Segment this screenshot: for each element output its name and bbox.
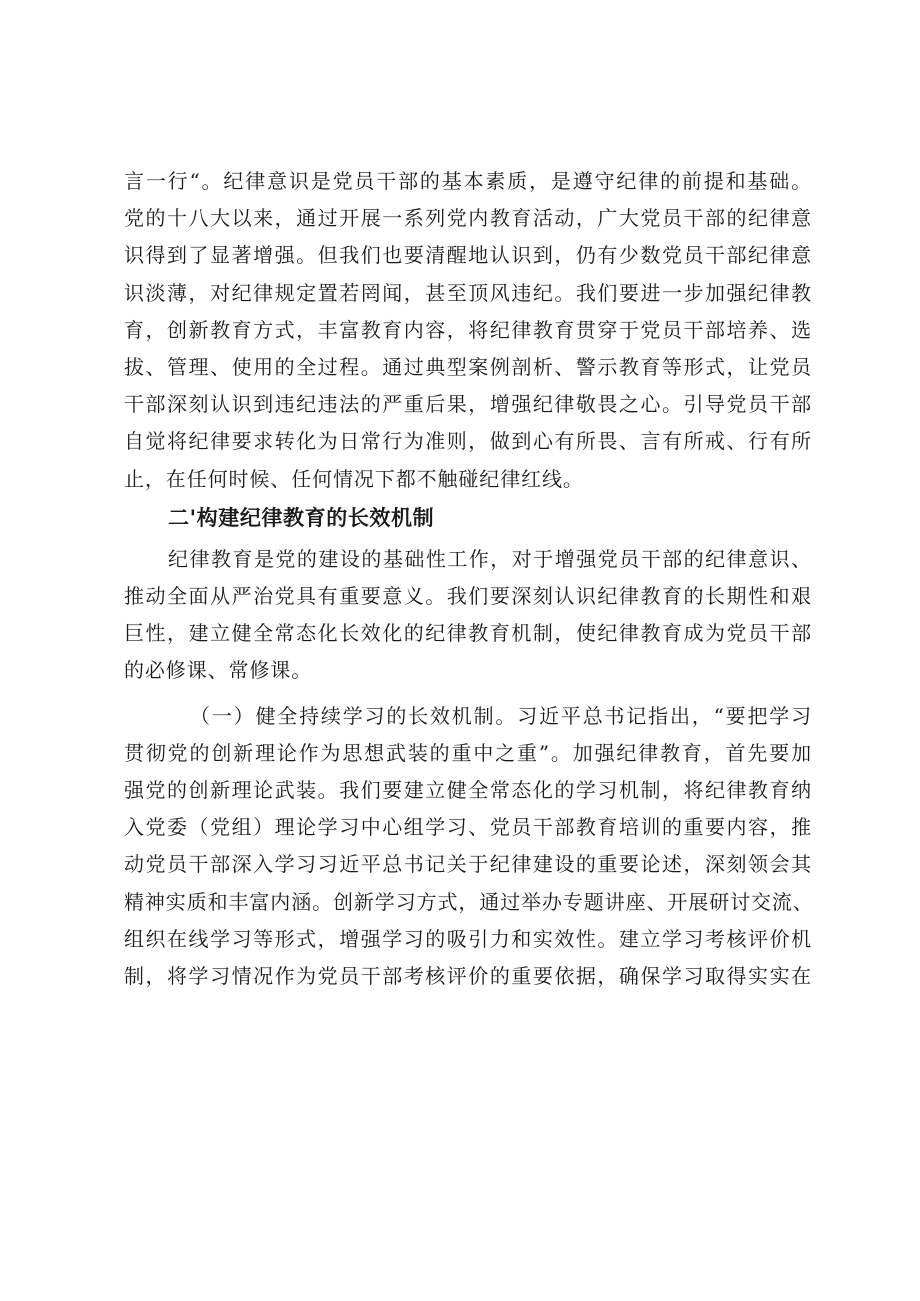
text-line: 入党委（党组）理论学习中心组学习、党员干部教育培训的重要内容，推 [124,815,812,840]
text-line: 识淡薄，对纪律规定置若罔闻，甚至顶风违纪。我们要进一步加强纪律教 [124,280,812,305]
text-line: 组织在线学习等形式，增强学习的吸引力和实效性。建立学习考核评价机 [124,926,812,951]
paragraph-discipline-awareness [124,163,812,498]
text-line: 拔、管理、使用的全过程。通过典型案例剖析、警示教育等形式，让党员 [124,355,812,380]
text-line: 育，创新教育方式，丰富教育内容，将纪律教育贯穿于党员干部培养、选 [124,317,812,342]
paragraph-continuous-learning [124,698,812,996]
text-line: 推动全面从严治党具有重要意义。我们要深刻认识纪律教育的长期性和艰 [124,584,812,609]
text-line: 党的十八大以来，通过开展一系列党内教育活动，广大党员干部的纪律意 [124,206,812,231]
text-line: 制，将学习情况作为党员干部考核评价的重要依据，确保学习取得实实在 [124,964,812,989]
text-line: 动党员干部深入学习习近平总书记关于纪律建设的重要论述，深刻领会其 [124,852,812,877]
section-heading: 二'构建纪律教育的长效机制 [168,505,435,530]
text-line: 自觉将纪律要求转化为日常行为准则，做到心有所畏、言有所戒、行有所 [124,429,812,454]
text-line: 言一行“。纪律意识是党员干部的基本素质，是遵守纪律的前提和基础。 [124,169,812,193]
text-line: （一）健全持续学习的长效机制。习近平总书记指出，“要把学习 [190,703,812,728]
text-line: 精神实质和丰富内涵。创新学习方式，通过举办专题讲座、开展研讨交流、 [124,889,814,914]
text-line: 止，在任何时候、任何情况下都不触碰纪律红线。 [124,466,584,491]
text-line: 识得到了显著增强。但我们也要清醒地认识到，仍有少数党员干部纪律意 [124,243,812,268]
text-line: 强党的创新理论武装。我们要建立健全常态化的学习机制，将纪律教育纳 [124,778,812,803]
text-line: 干部深刻认识到违纪违法的严重后果，增强纪律敬畏之心。引导党员干部 [124,392,812,417]
paragraph-long-term-mechanism [124,541,812,690]
paragraph-spacer [124,690,812,698]
text-line: 的必修课、常修课。 [124,658,313,683]
text-line: 贯彻党的创新理论作为思想武装的重中之重”。加强纪律教育，首先要加 [124,740,812,765]
text-line: 巨性，建立健全常态化长效化的纪律教育机制，使纪律教育成为党员干部 [124,621,812,646]
document-page [124,163,812,995]
text-line: 纪律教育是党的建设的基础性工作，对于增强党员干部的纪律意识、 [168,546,812,571]
